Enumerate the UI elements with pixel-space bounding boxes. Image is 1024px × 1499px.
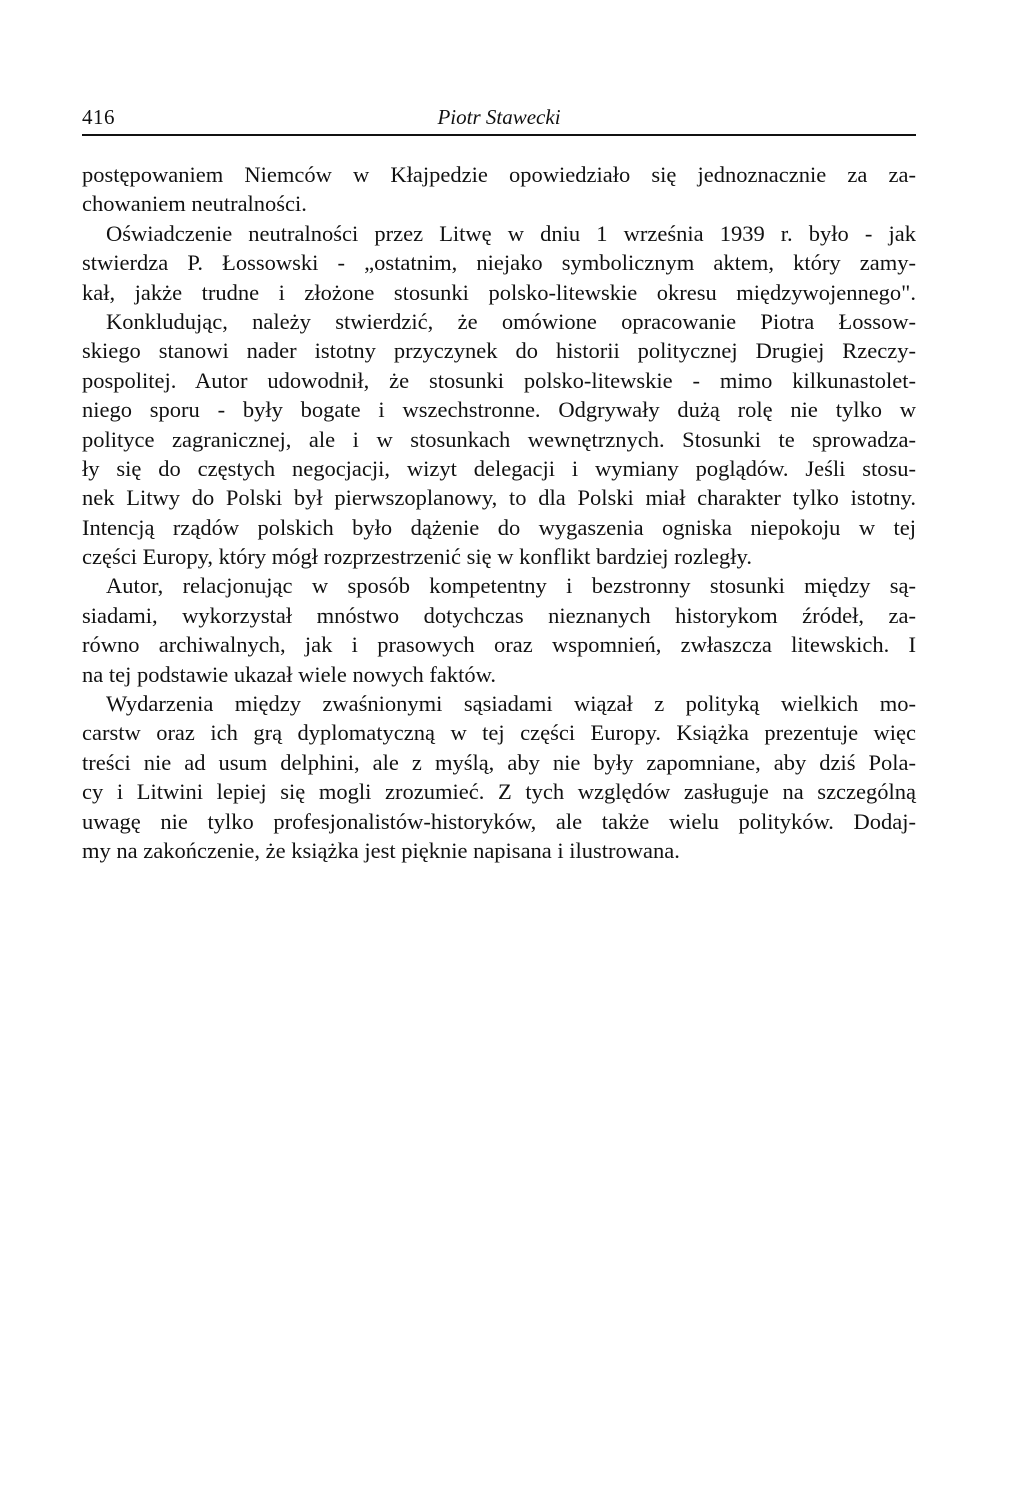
text-line: kał, jakże trudne i złożone stosunki polsko-litewskie okresu międzywojennego". <box>82 279 916 305</box>
text-line: Oświadczenie neutralności przez Litwę w dniu 1 września 1939 r. było - jak <box>106 220 916 246</box>
text-line: Konkludując, należy stwierdzić, że omówione opracowanie Piotra Łossow- <box>106 308 916 334</box>
text-line: carstw oraz ich grą dyplomatyczną w tej części Europy. Książka prezentuje więc <box>82 720 916 746</box>
text-line: na tej podstawie ukazał wiele nowych faktów. <box>82 661 497 687</box>
text-line: stwierdza P. Łossowski - „ostatnim, niejako symbolicznym aktem, który zamy- <box>82 250 916 276</box>
text-line: chowaniem neutralności. <box>82 191 307 217</box>
text-line: uwagę nie tylko profesjonalistów-historyków, ale także wielu polityków. Dodaj- <box>82 808 916 834</box>
text-line: cy i Litwini lepiej się mogli zrozumieć. Z tych względów zasługuje na szczególną <box>82 779 916 805</box>
text-line: siadami, wykorzystał mnóstwo dotychczas nieznanych historykom źródeł, za- <box>82 602 916 628</box>
text-line: Wydarzenia między zwaśnionymi sąsiadami wiązał z polityką wielkich mo- <box>106 691 916 717</box>
running-title-author: Piotr Stawecki <box>437 105 561 129</box>
text-line: treści nie ad usum delphini, ale z myślą, aby nie były zapomniane, aby dziś Pola- <box>82 749 916 775</box>
text-line: pospolitej. Autor udowodnił, że stosunki polsko-litewskie - mimo kilkunastolet- <box>82 367 916 393</box>
text-line: polityce zagranicznej, ale i w stosunkach wewnętrznych. Stosunki te sprowadza- <box>82 426 916 452</box>
text-line: równo archiwalnych, jak i prasowych oraz wspomnień, zwłaszcza litewskich. I <box>82 632 916 658</box>
page-number: 416 <box>82 105 115 129</box>
text-line: ły się do częstych negocjacji, wizyt delegacji i wymiany poglądów. Jeśli stosu- <box>82 455 916 481</box>
running-header <box>82 104 916 136</box>
body-text <box>82 160 916 865</box>
text-line: części Europy, który mógł rozprzestrzenić się w konflikt bardziej rozległy. <box>82 544 752 570</box>
text-line: Autor, relacjonując w sposób kompetentny i bezstronny stosunki między są- <box>106 573 916 599</box>
text-line: postępowaniem Niemców w Kłajpedzie opowiedziało się jednoznacznie za za- <box>82 162 916 187</box>
text-line: nek Litwy do Polski był pierwszoplanowy, to dla Polski miał charakter tylko istotny. <box>82 485 916 511</box>
text-line: my na zakończenie, że książka jest pięknie napisana i ilustrowana. <box>82 837 680 863</box>
text-line: Intencją rządów polskich było dążenie do wygaszenia ogniska niepokoju w tej <box>82 514 916 540</box>
text-line: skiego stanowi nader istotny przyczynek do historii politycznej Drugiej Rzeczy- <box>82 338 916 364</box>
text-line: niego sporu - były bogate i wszechstronne. Odgrywały dużą rolę nie tylko w <box>82 397 916 423</box>
